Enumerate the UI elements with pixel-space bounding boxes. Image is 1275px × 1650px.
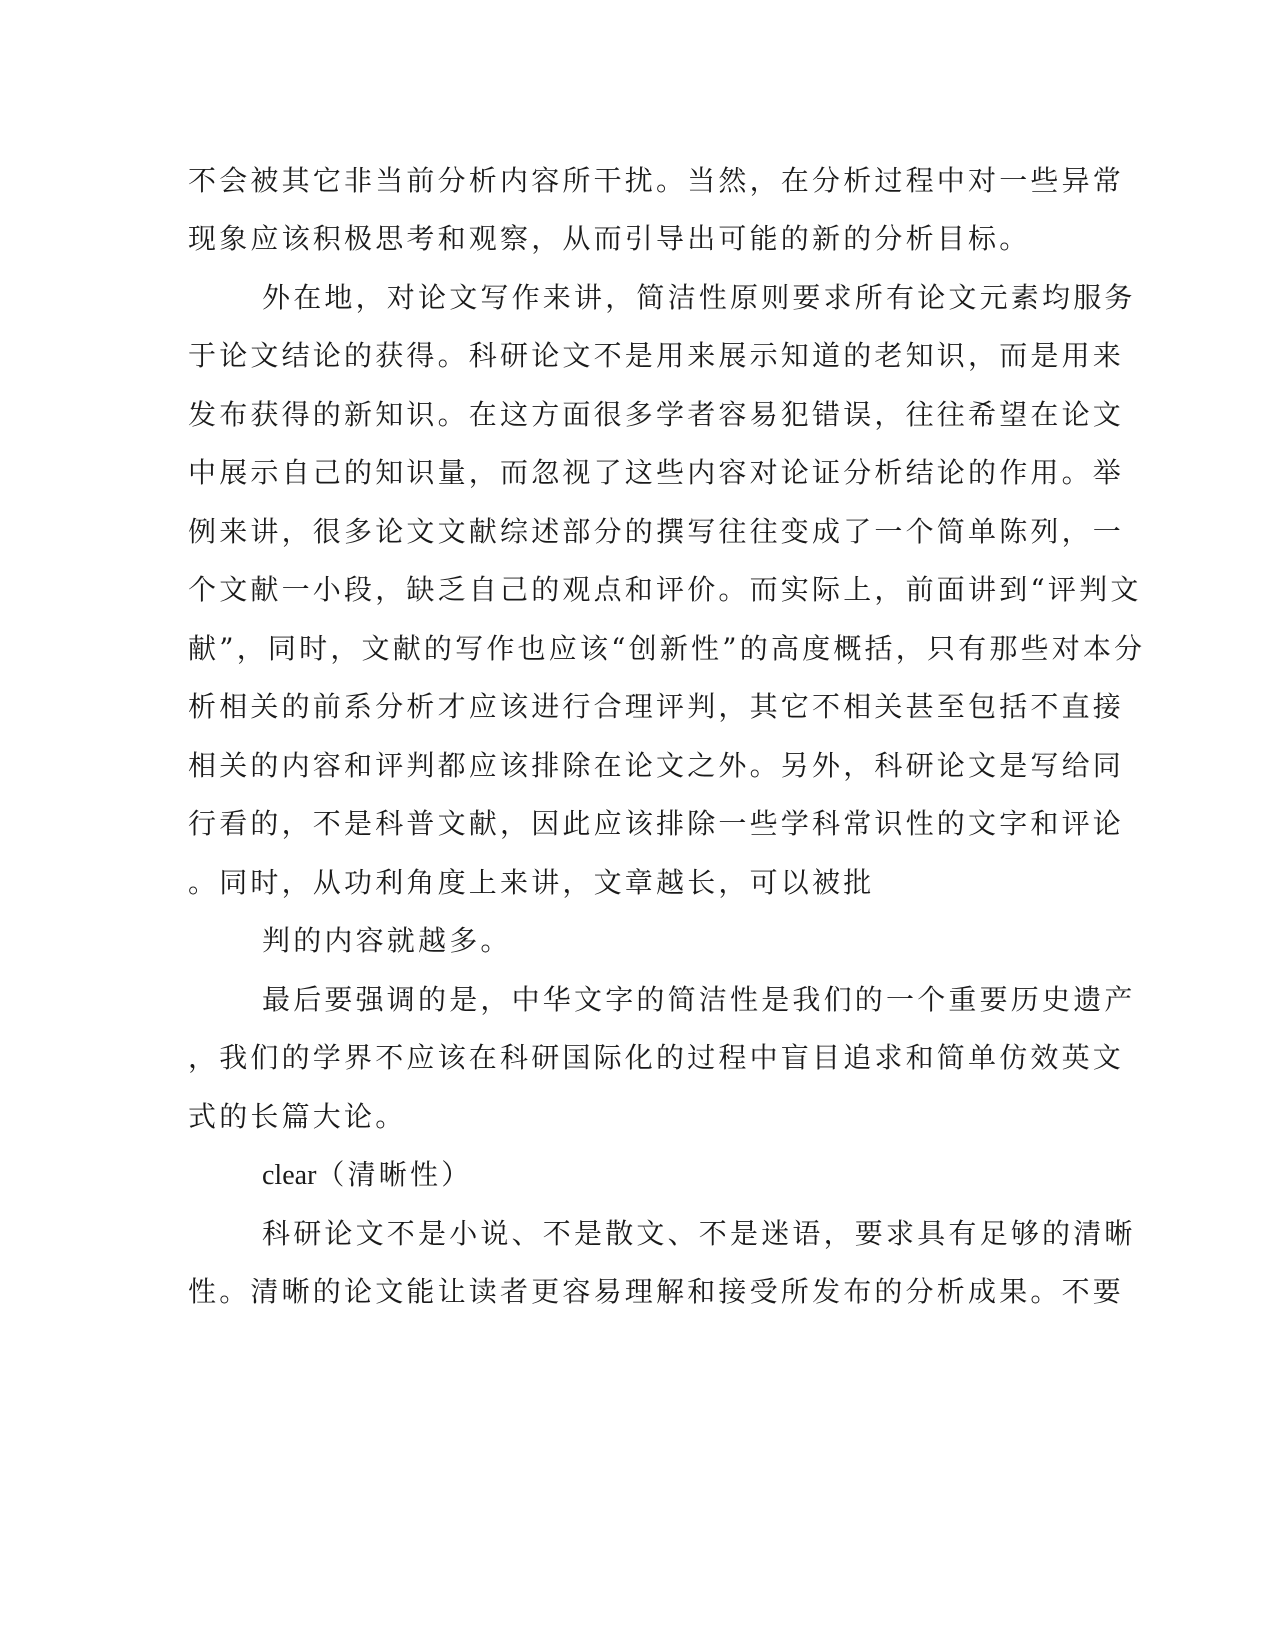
paragraph-line: 外在地，对论文写作来讲，简洁性原则要求所有论文元素均服务 xyxy=(262,281,1136,314)
paragraph-line: 中展示自己的知识量，而忽视了这些内容对论证分析结论的作用。举 xyxy=(188,456,1125,489)
paragraph-line: 式的长篇大论。 xyxy=(188,1100,407,1133)
paragraph-line: 判的内容就越多。 xyxy=(262,924,512,957)
paragraph-line: 于论文结论的获得。科研论文不是用来展示知道的老知识，而是用来 xyxy=(188,339,1125,372)
section-heading-cjk: （清晰性） xyxy=(316,1158,473,1191)
paragraph-line: 献”，同时，文献的写作也应该“创新性”的高度概括，只有那些对本分 xyxy=(188,632,1146,665)
paragraph-line: 不会被其它非当前分析内容所干扰。当然，在分析过程中对一些异常 xyxy=(188,164,1125,197)
paragraph-line: ，我们的学界不应该在科研国际化的过程中盲目追求和简单仿效英文 xyxy=(188,1041,1125,1074)
paragraph-line: 科研论文不是小说、不是散文、不是迷语，要求具有足够的清晰 xyxy=(262,1217,1136,1250)
paragraph-line: 现象应该积极思考和观察，从而引导出可能的新的分析目标。 xyxy=(188,222,1031,255)
paragraph-line: 性。清晰的论文能让读者更容易理解和接受所发布的分析成果。不要 xyxy=(188,1275,1125,1308)
paragraph-line: 最后要强调的是，中华文字的简洁性是我们的一个重要历史遗产 xyxy=(262,983,1136,1016)
section-heading-latin: clear xyxy=(262,1160,317,1191)
paragraph-line: 发布获得的新知识。在这方面很多学者容易犯错误，往往希望在论文 xyxy=(188,398,1125,431)
paragraph-line: 析相关的前系分析才应该进行合理评判，其它不相关甚至包括不直接 xyxy=(188,690,1125,723)
section-heading xyxy=(262,1155,472,1195)
paragraph-line: 个文献一小段，缺乏自己的观点和评价。而实际上，前面讲到“评判文 xyxy=(188,573,1142,606)
paragraph-line: 相关的内容和评判都应该排除在论文之外。另外，科研论文是写给同 xyxy=(188,749,1125,782)
paragraph-line: 例来讲，很多论文文献综述部分的撰写往往变成了一个简单陈列，一 xyxy=(188,515,1125,548)
paragraph-line: 行看的，不是科普文献，因此应该排除一些学科常识性的文字和评论 xyxy=(188,807,1125,840)
paragraph-line: 。同时，从功利角度上来讲，文章越长，可以被批 xyxy=(188,866,875,899)
